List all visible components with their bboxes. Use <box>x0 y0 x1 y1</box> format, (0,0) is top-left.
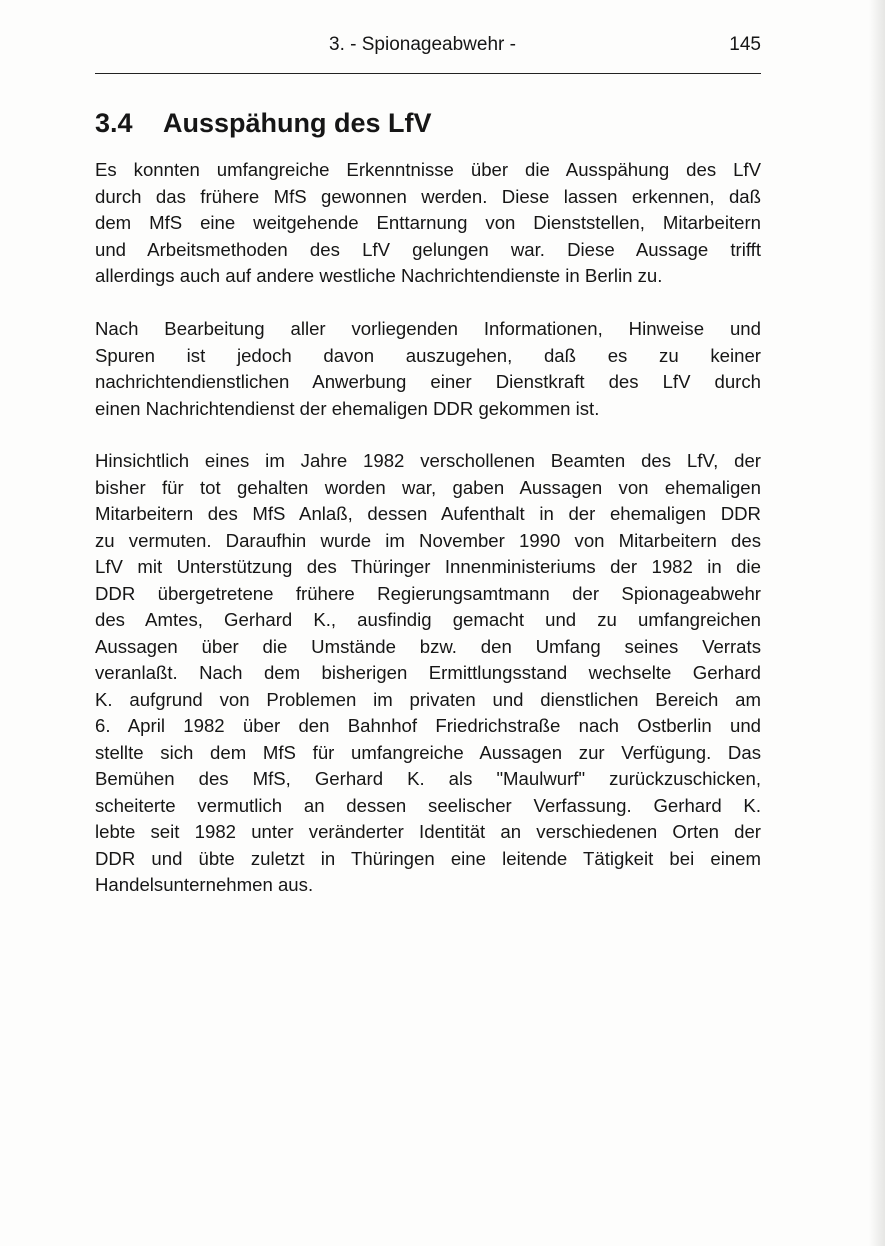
paragraph-line: scheiterte vermutlich an dessen seelischer Verfassung. Gerhard K. <box>95 794 761 816</box>
paragraph-line: allerdings auch auf andere westliche Nachrichtendienste in Berlin zu. <box>95 265 663 286</box>
paragraph-line: des Amtes, Gerhard K., ausfindig gemacht und zu umfangreichen <box>95 609 761 630</box>
paragraph-line: zu vermuten. Daraufhin wurde im November 1990 von Mitarbeitern des <box>95 529 761 551</box>
paragraph-line: Spuren ist jedoch davon auszugehen, daß es zu keiner <box>95 344 761 366</box>
paragraph-line: DDR und übte zuletzt in Thüringen eine leitende Tätigkeit bei einem <box>95 847 761 869</box>
section-number: 3.4 <box>95 108 133 138</box>
paragraph-line: K. aufgrund von Problemen im privaten und dienstlichen Bereich am <box>95 688 761 710</box>
paragraph-line: Es konnten umfangreiche Erkenntnisse über die Ausspähung des LfV <box>95 159 761 180</box>
paragraph-line: und Arbeitsmethoden des LfV gelungen war. Diese Aussage trifft <box>95 238 761 260</box>
page-number: 145 <box>729 34 761 55</box>
paragraph-line: nachrichtendienstlichen Anwerbung einer Dienstkraft des LfV durch <box>95 371 761 392</box>
section-heading <box>95 108 432 139</box>
paragraph-2 <box>95 316 761 422</box>
paragraph-line: dem MfS eine weitgehende Enttarnung von Dienststellen, Mitarbeitern <box>95 212 761 233</box>
paragraph-line: bisher für tot gehalten worden war, gaben Aussagen von ehemaligen <box>95 476 761 498</box>
paragraph-line: durch das frühere MfS gewonnen werden. Diese lassen erkennen, daß <box>95 185 761 207</box>
paragraph-line: veranlaßt. Nach dem bisherigen Ermittlungsstand wechselte Gerhard <box>95 662 761 683</box>
paragraph-line: Hinsichtlich eines im Jahre 1982 verschollenen Beamten des LfV, der <box>95 450 761 471</box>
paragraph-line: einen Nachrichtendienst der ehemaligen DDR gekommen ist. <box>95 397 600 419</box>
paragraph-1 <box>95 157 761 290</box>
running-title: 3. - Spionageabwehr - <box>329 34 516 55</box>
running-header <box>95 34 761 60</box>
paragraph-line: Mitarbeitern des MfS Anlaß, dessen Aufenthalt in der ehemaligen DDR <box>95 503 761 524</box>
paragraph-line: Aussagen über die Umstände bzw. den Umfang seines Verrats <box>95 635 761 657</box>
paragraph-line: Nach Bearbeitung aller vorliegenden Informationen, Hinweise und <box>95 318 761 339</box>
paragraph-line: DDR übergetretene frühere Regierungsamtmann der Spionageabwehr <box>95 582 761 604</box>
header-rule <box>95 73 761 74</box>
paragraph-line: Bemühen des MfS, Gerhard K. als "Maulwurf" zurückzuschicken, <box>95 768 761 789</box>
paragraph-line: 6. April 1982 über den Bahnhof Friedrichstraße nach Ostberlin und <box>95 715 761 736</box>
section-title: Ausspähung des LfV <box>163 108 432 138</box>
paragraph-line: LfV mit Unterstützung des Thüringer Innenministeriums der 1982 in die <box>95 556 761 577</box>
paragraph-line: Handelsunternehmen aus. <box>95 874 314 895</box>
page-edge-shadow <box>869 0 885 1246</box>
paragraph-3 <box>95 448 761 899</box>
paragraph-line: lebte seit 1982 unter veränderter Identität an verschiedenen Orten der <box>95 821 761 842</box>
paragraph-line: stellte sich dem MfS für umfangreiche Aussagen zur Verfügung. Das <box>95 741 761 763</box>
